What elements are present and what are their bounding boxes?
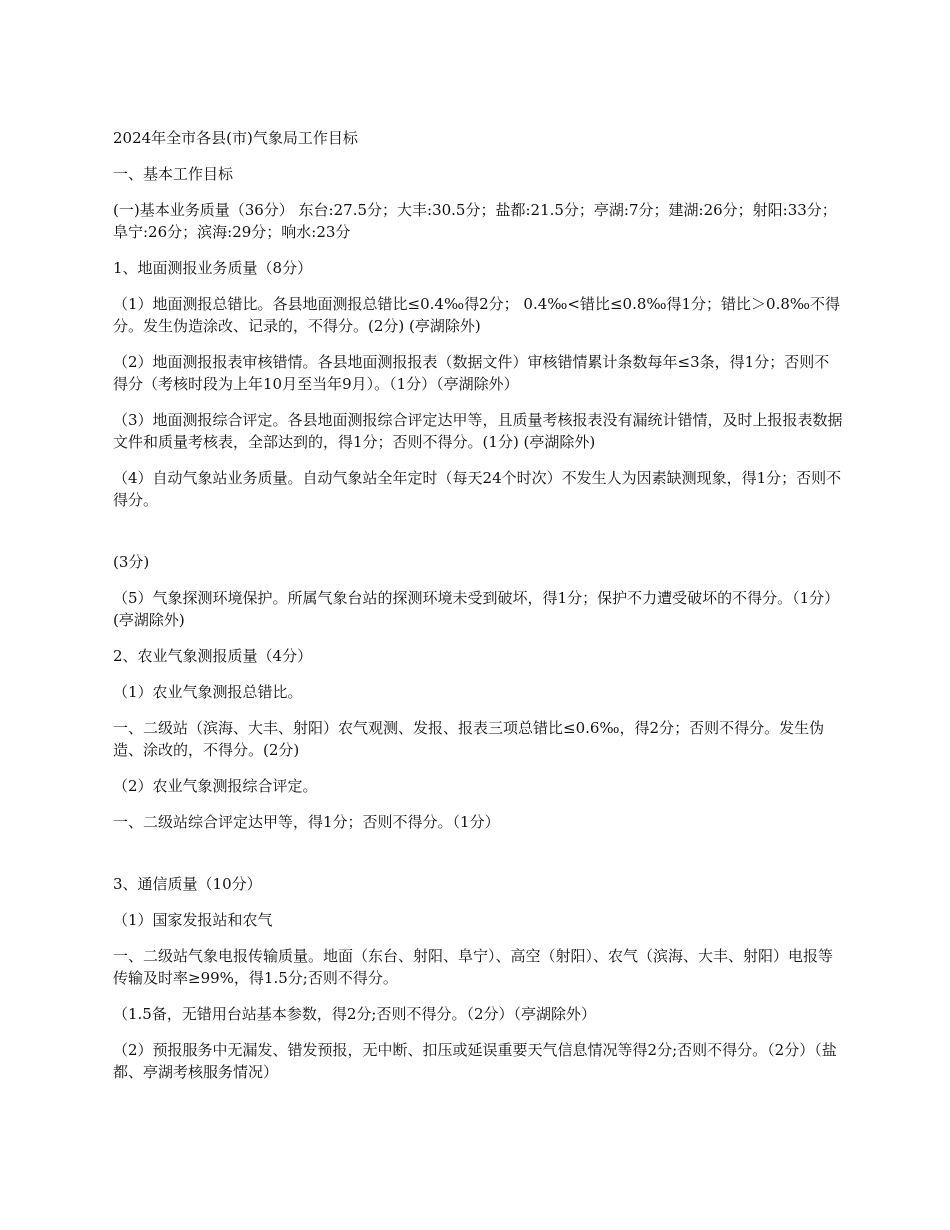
section-heading-basic-goals: 一、基本工作目标 [113, 165, 234, 183]
item-surface-comprehensive-evaluation: （3）地面测报综合评定。各县地面测报综合评定达甲等，且质量考核报表没有漏统计错情，及时上报报表数据文件和质量考核表，全部达到的，得1分；否则不得分。(1分) (亭湖除外) [113, 411, 843, 451]
item-heading-communication-quality: 3、通信质量（10分） [113, 875, 262, 893]
item-observation-environment-protection: （5）气象探测环境保护。所属气象台站的探测环境未受到破坏，得1分；保护不力遭受破坏的不得分。（1分）(亭湖除外) [113, 589, 840, 629]
document-title: 2024年全市各县(市)气象局工作目标 [113, 129, 358, 147]
item-heading-agricultural-observation: 2、农业气象测报质量（4分） [113, 647, 313, 665]
item-heading-surface-observation: 1、地面测报业务质量（8分） [113, 259, 313, 277]
score-note: (3分) [113, 553, 150, 571]
item-forecast-service-quality: （2）预报服务中无漏发、错发预报，无中断、扣压或延误重要天气信息情况等得2分;否则不得分。（2分）（盐都、亭湖考核服务情况） [113, 1041, 837, 1081]
document-page [113, 127, 843, 1097]
item-agricultural-error-ratio-detail: 一、二级站（滨海、大丰、射阳）农气观测、发报、报表三项总错比≤0.6‰，得2分；否则不得分。发生伪造、涂改的，不得分。(2分) [113, 719, 825, 759]
item-agricultural-total-error-ratio: （1）农业气象测报总错比。 [113, 683, 303, 701]
item-agricultural-evaluation-detail: 一、二级站综合评定达甲等，得1分；否则不得分。（1分） [113, 813, 500, 831]
item-telegram-transmission-quality: 一、二级站气象电报传输质量。地面（东台、射阳、阜宁）、高空（射阳）、农气（滨海、大丰、射阳）电报等传输及时率≥99%，得1.5分;否则不得分。 [113, 947, 834, 987]
item-surface-total-error-ratio: （1）地面测报总错比。各县地面测报总错比≤0.4‰得2分； 0.4‰<错比≤0.8‰得1分；错比＞0.8‰不得分。发生伪造涂改、记录的，不得分。(2分) (亭湖除外) [113, 295, 841, 335]
item-agricultural-comprehensive-evaluation: （2）农业气象测报综合评定。 [113, 777, 318, 795]
item-surface-report-audit-errors: （2）地面测报报表审核错情。各县地面测报报表（数据文件）审核错情累计条数每年≤3条，得1分；否则不得分（考核时段为上年10月至当年9月）。（1分）（亭湖除外） [113, 353, 830, 393]
item-station-parameters: （1.5备，无错用台站基本参数，得2分;否则不得分。（2分）（亭湖除外） [113, 1005, 596, 1023]
item-automatic-station-quality: （4）自动气象站业务质量。自动气象站全年定时（每天24个时次）不发生人为因素缺测现象，得1分；否则不得分。 [113, 469, 842, 509]
item-national-reporting-station: （1）国家发报站和农气 [113, 911, 273, 929]
subsection-basic-business-quality: (一)基本业务质量（36分） 东台:27.5分；大丰:30.5分；盐都:21.5分；亭湖:7分；建湖:26分；射阳:33分；阜宁:26分；滨海:29分；响水:23分 [113, 201, 837, 241]
